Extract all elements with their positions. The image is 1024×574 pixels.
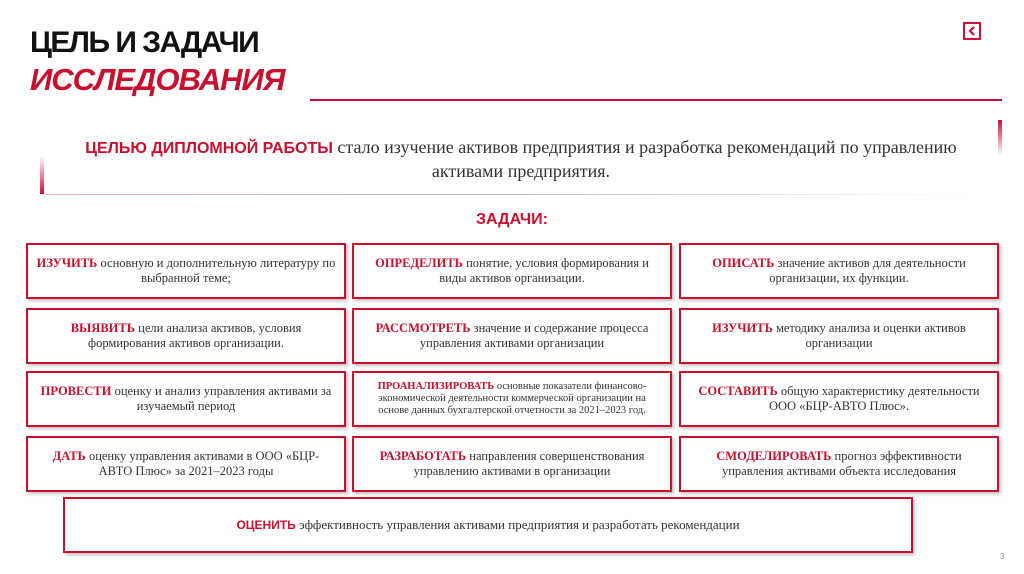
task-card bbox=[679, 243, 999, 299]
final-task-verb: ОЦЕНИТЬ bbox=[236, 518, 296, 532]
task-card bbox=[26, 308, 346, 364]
task-card bbox=[26, 371, 346, 427]
final-task-description: эффективность управления активами предприятия и разработать рекомендации bbox=[295, 517, 740, 532]
task-text bbox=[362, 256, 662, 286]
task-text bbox=[36, 449, 336, 479]
task-text bbox=[689, 256, 989, 286]
task-verb: РАЗРАБОТАТЬ bbox=[379, 449, 467, 463]
task-verb: ОПРЕДЕЛИТЬ bbox=[375, 256, 463, 270]
task-verb: ВЫЯВИТЬ bbox=[70, 321, 135, 335]
task-verb: СМОДЕЛИРОВАТЬ bbox=[716, 449, 832, 463]
task-verb: ДАТЬ bbox=[52, 449, 86, 463]
task-text bbox=[689, 321, 989, 351]
task-text bbox=[362, 381, 662, 417]
task-text bbox=[362, 449, 662, 479]
task-card bbox=[352, 436, 672, 492]
final-task-text bbox=[236, 517, 739, 533]
task-description: оценку управления активами в ООО «БЦР-АВТО Плюс» за 2021–2023 годы bbox=[85, 449, 320, 478]
task-description: основную и дополнительную литературу по выбранной теме; bbox=[97, 256, 336, 285]
task-card bbox=[679, 308, 999, 364]
task-description: направления совершенствования управлению активами в организации bbox=[413, 449, 645, 478]
task-text bbox=[36, 384, 336, 414]
task-card bbox=[26, 436, 346, 492]
task-verb: ПРОВЕСТИ bbox=[40, 384, 112, 398]
task-description: значение и содержание процесса управления активами организации bbox=[419, 321, 649, 350]
task-verb: ИЗУЧИТЬ bbox=[712, 321, 773, 335]
task-description: общую характеристику деятельности ООО «БЦР-АВТО Плюс». bbox=[768, 384, 980, 413]
slide-title-line2: ИССЛЕДОВАНИЯ bbox=[30, 62, 285, 97]
task-card bbox=[352, 371, 672, 427]
task-verb: ИЗУЧИТЬ bbox=[36, 256, 98, 270]
task-verb: ПРОАНАЛИЗИРОВАТЬ bbox=[377, 381, 495, 392]
task-description: методику анализа и оценки активов организации bbox=[772, 321, 966, 350]
task-text bbox=[36, 321, 336, 351]
goal-accent-bar-left bbox=[40, 156, 44, 194]
task-verb: РАССМОТРЕТЬ bbox=[375, 321, 471, 335]
task-card bbox=[352, 243, 672, 299]
task-text bbox=[362, 321, 662, 351]
goal-accent-bar-right bbox=[998, 120, 1002, 156]
task-text bbox=[36, 256, 336, 286]
task-card bbox=[26, 243, 346, 299]
goal-lead: ЦЕЛЬЮ ДИПЛОМНОЙ РАБОТЫ bbox=[85, 140, 333, 157]
task-verb: ОПИСАТЬ bbox=[712, 256, 775, 270]
final-task-card bbox=[63, 497, 913, 553]
task-description: оценку и анализ управления активами за изучаемый период bbox=[111, 384, 332, 413]
slide-title-line1: ЦЕЛЬ И ЗАДАЧИ bbox=[30, 26, 259, 59]
header-divider bbox=[310, 99, 1002, 101]
task-card bbox=[679, 436, 999, 492]
task-description: основные показатели финансово-экономической деятельности коммерческой организации на основе данных бухгалтерской отчетности за 2021–2023 год. bbox=[378, 381, 647, 416]
task-text bbox=[689, 449, 989, 479]
goal-divider bbox=[44, 194, 964, 195]
tasks-heading: ЗАДАЧИ: bbox=[476, 211, 548, 228]
back-navigation-button[interactable] bbox=[963, 22, 981, 40]
task-description: прогноз эффективности управления активами объекта исследования bbox=[721, 449, 962, 478]
page-number: 3 bbox=[1000, 552, 1005, 561]
goal-body: стало изучение активов предприятия и разработка рекомендаций по управлению активами предприятия. bbox=[332, 137, 957, 181]
goal-statement-block bbox=[36, 120, 1006, 200]
goal-text bbox=[56, 136, 986, 183]
back-arrow-icon bbox=[967, 26, 977, 36]
task-text bbox=[689, 384, 989, 414]
task-description: понятие, условия формирования и виды активов организации. bbox=[439, 256, 649, 285]
task-verb: СОСТАВИТЬ bbox=[698, 384, 778, 398]
task-description: цели анализа активов, условия формирования активов организации. bbox=[88, 321, 302, 350]
task-description: значение активов для деятельности организации, их функции. bbox=[769, 256, 966, 285]
task-card bbox=[679, 371, 999, 427]
task-card bbox=[352, 308, 672, 364]
